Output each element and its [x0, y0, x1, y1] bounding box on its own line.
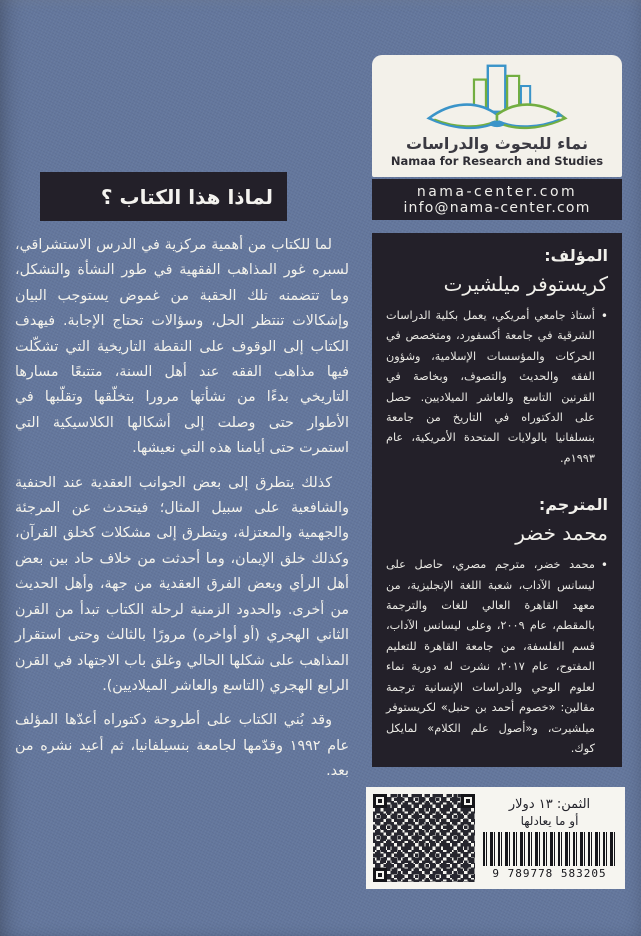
- author-label: المؤلف:: [544, 246, 608, 265]
- why-this-book-title: لماذا هذا الكتاب ؟: [100, 184, 273, 209]
- qr-code-icon: [373, 794, 475, 882]
- blurb-paragraph-2: كذلك يتطرق إلى بعض الجوانب العقدية عند الحنفية والشافعية على سبيل المثال؛ فيتحدث عن المرجئة والجهمية والمعتزلة، ويتطرق إلى مشكلات كخلق القرآن، وكذلك خلق الإيمان، وما أحدثت من خلاف حاد بين بعض أهل الرأي وبعض الفرق العقدية من جهة، وأهل الحديث من أخرى. والحدود الزمنية لرحلة الكتاب تبدأ من القرن الثاني الهجري (أو أواخره) مرورًا بالثالث وحتى استقرار المذاهب على شكلها الحالي وغلق باب الاجتهاد في القرن الرابع الهجري (التاسع والعاشر الميلاديين).: [15, 474, 349, 694]
- qr-finder-icon: [461, 794, 475, 808]
- translator-bio: [386, 555, 608, 759]
- price-equivalent-text: أو ما يعادلها: [520, 813, 579, 828]
- bullet-icon: •: [600, 309, 608, 323]
- translator-bio-text: محمد خضر، مترجم مصري، حاصل على ليسانس الآداب، شعبة اللغة الإنجليزية، من معهد القاهرة العالي للغات والترجمة بالمقطم، عام ٢٠٠٩، وعلى ليسانس الآداب، قسم الفلسفة، من جامعة القاهرة للتعليم المفتوح، عام ٢٠١٧، نشرت له دورية نماء لعلوم الوحي والدراسات الإنسانية ترجمة مقالين: «خصوم أحمد بن حنبل» لكريستوفر ميلشيرت، و«أصول علم الكلام» لمايكل كوك.: [386, 558, 595, 755]
- author-name: كريستوفر ميلشيرت: [443, 272, 608, 296]
- why-this-book-box: [40, 172, 287, 221]
- blurb-paragraph-3: وقد بُني الكتاب على أطروحة دكتوراه أعدّها المؤلف عام ١٩٩٢ وقدّمها لجامعة بنسيلفانيا، ثم أعيد نشره من بعد.: [15, 712, 349, 780]
- price-area: [481, 793, 618, 883]
- translator-label: المترجم:: [538, 495, 608, 515]
- book-blurb: [15, 233, 349, 794]
- publisher-name-english: Namaa for Research and Studies: [390, 154, 604, 168]
- publisher-card: [372, 55, 622, 177]
- author-bio-text: أستاذ جامعي أمريكي، يعمل بكلية الدراسات الشرقية في جامعة أكسفورد، ومتخصص في الحركات والمؤسسات الإسلامية، وشؤون الفقه والحديث والتصوف، وبخاصة في القرنين التاسع والعاشر الميلاديين. حصل على الدكتوراه في التاريخ من جامعة بنسلفانيا بالولايات المتحدة الأمريكية، عام ١٩٩٣م.: [386, 309, 595, 465]
- author-bio: [386, 306, 608, 469]
- translator-name: محمد خضر: [515, 521, 608, 546]
- publisher-contact-band: [372, 179, 622, 220]
- author-translator-panel: [372, 233, 622, 767]
- bullet-icon: •: [600, 558, 608, 573]
- price-text: الثمن: ١٣ دولار: [508, 796, 591, 812]
- isbn-number: 9 789778 583205: [492, 866, 607, 880]
- barcode-icon: [483, 832, 617, 866]
- publisher-website: nama-center.com: [416, 183, 578, 200]
- blurb-paragraph-1: لما للكتاب من أهمية مركزية في الدرس الاستشراقي، لسبره غور المذاهب الفقهية في طور النشأة والتشكل، وما تتضمنه تلك الحقبة من غموض يستوجب البيان وإشكالات تنتظر الحل، وسؤالات تحتاج الإجابة. فيهدف الكتاب إلى الوقوف على النقطة التاريخية التي تشكّلت فيها مذاهب الفقه عند أهل السنة، متتبعًا مسارها التاريخي بدءًا من نشأتها مرورا بتخلّقها وتقلّبها في الأطوار حتى وصلت إلى أشكالها الكلاسيكية التي استمرت حتى أيامنا هذه التي نعيشها.: [15, 237, 349, 457]
- price-barcode-strip: [366, 787, 625, 889]
- qr-finder-icon: [373, 868, 387, 882]
- author-section: [386, 246, 608, 469]
- translator-section: [386, 495, 608, 759]
- publisher-email: info@nama-center.com: [403, 199, 591, 216]
- publisher-name-arabic: نماء للبحوث والدراسات: [406, 134, 588, 153]
- qr-finder-icon: [373, 794, 387, 808]
- publisher-logo-icon: [423, 63, 571, 133]
